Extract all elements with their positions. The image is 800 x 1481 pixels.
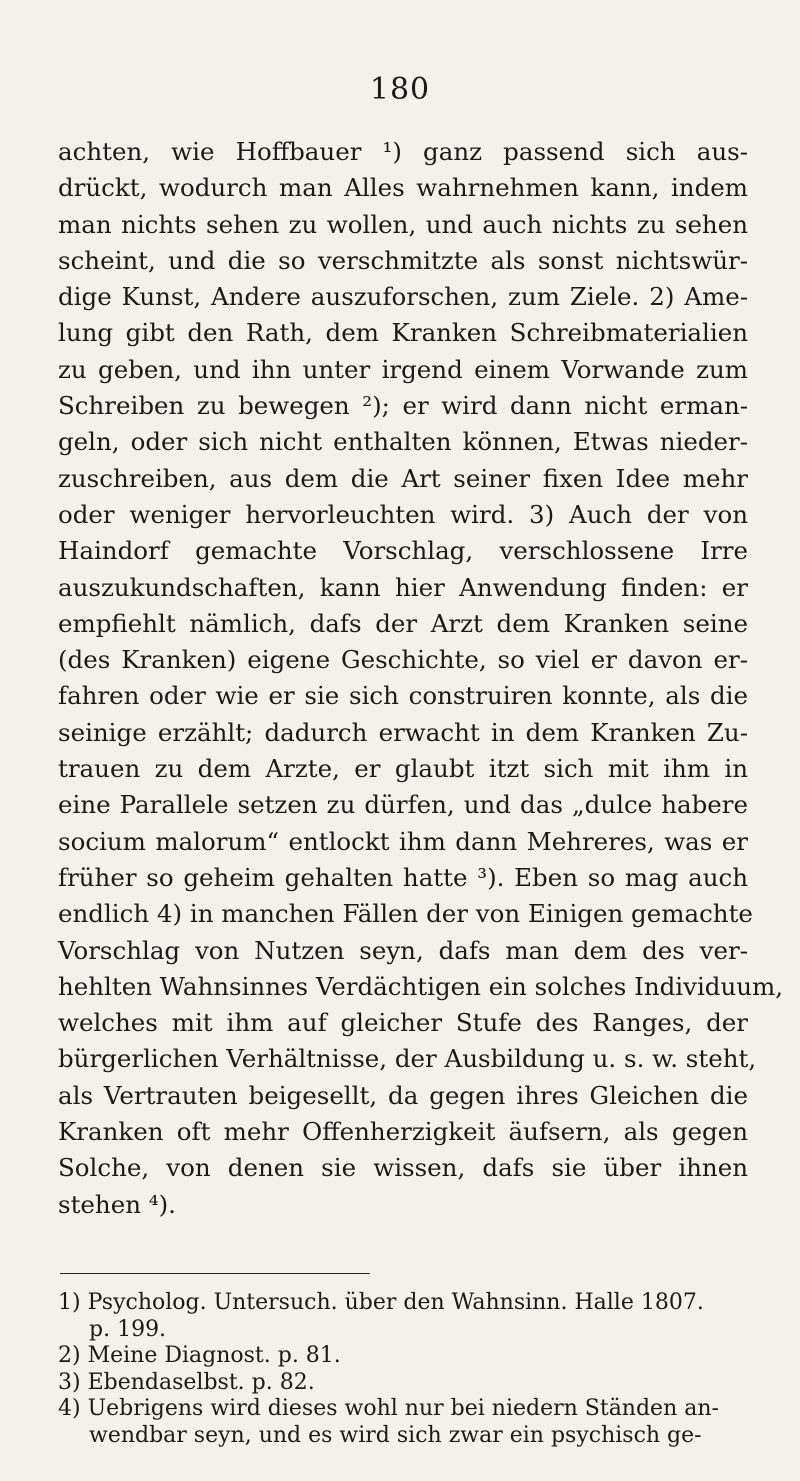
body-line: auszukundschaften, kann hier Anwendung finden: er — [58, 572, 748, 602]
body-line: dige Kunst, Andere auszuforschen, zum Ziele. 2) Ame- — [58, 282, 748, 312]
body-line: fahren oder wie er sie sich construiren konnte, als die — [58, 681, 748, 711]
footnote-line: 1) Psycholog. Untersuch. über den Wahnsinn. Halle 1807. — [58, 1290, 704, 1315]
body-line: Vorschlag von Nutzen seyn, dafs man dem des ver- — [58, 935, 748, 965]
body-line: lung gibt den Rath, dem Kranken Schreibmaterialien — [58, 318, 748, 348]
body-line: zu geben, und ihn unter irgend einem Vorwande zum — [58, 354, 748, 384]
body-line: stehen ⁴). — [58, 1189, 176, 1219]
body-line: trauen zu dem Arzte, er glaubt itzt sich mit ihm in — [58, 754, 748, 784]
body-line: zuschreiben, aus dem die Art seiner fixen Idee mehr — [58, 463, 748, 493]
body-line: als Vertrauten beigesellt, da gegen ihres Gleichen die — [58, 1080, 748, 1110]
body-line: früher so geheim gehalten hatte ³). Eben so mag auch — [58, 862, 748, 892]
body-line: oder weniger hervorleuchten wird. 3) Auch der von — [58, 499, 748, 529]
body-line: Kranken oft mehr Offenherzigkeit äufsern, als gegen — [58, 1117, 748, 1147]
footnote-line: 2) Meine Diagnost. p. 81. — [58, 1343, 341, 1368]
body-line: Haindorf gemachte Vorschlag, verschlossene Irre — [58, 536, 748, 566]
footnotes — [58, 1290, 748, 1449]
body-line: socium malorum“ entlockt ihm dann Mehreres, was er — [58, 826, 748, 856]
body-line: Schreiben zu bewegen ²); er wird dann nicht erman- — [58, 391, 748, 421]
footnote-line: 3) Ebendaselbst. p. 82. — [58, 1369, 315, 1395]
body-line: scheint, und die so verschmitzte als sonst nichtswür- — [58, 245, 748, 275]
body-line: Solche, von denen sie wissen, dafs sie über ihnen — [58, 1153, 748, 1183]
page-number: 180 — [369, 72, 431, 107]
body-text — [58, 134, 784, 1223]
body-line: man nichts sehen zu wollen, und auch nichts zu sehen — [58, 209, 748, 239]
body-line: seinige erzählt; dadurch erwacht in dem Kranken Zu- — [58, 717, 748, 747]
body-line: endlich 4) in manchen Fällen der von Einigen gemachte — [58, 899, 753, 929]
body-line: achten, wie Hoffbauer ¹) ganz passend sich aus- — [58, 137, 748, 166]
footnote-line: 4) Uebrigens wird dieses wohl nur bei niedern Ständen an- — [58, 1396, 719, 1421]
footnote-line: wendbar seyn, und es wird sich zwar ein psychisch ge- — [89, 1422, 702, 1448]
footnote-divider — [60, 1273, 370, 1274]
body-line: eine Parallele setzen zu dürfen, und das „dulce habere — [58, 790, 748, 820]
body-line: geln, oder sich nicht enthalten können, Etwas nieder- — [58, 427, 748, 457]
body-line: welches mit ihm auf gleicher Stufe des Ranges, der — [58, 1008, 748, 1038]
body-line: drückt, wodurch man Alles wahrnehmen kann, indem — [58, 173, 748, 203]
footnote-line: p. 199. — [89, 1316, 167, 1342]
body-line: bürgerlichen Verhältnisse, der Ausbildung u. s. w. steht, — [58, 1044, 757, 1074]
body-line: (des Kranken) eigene Geschichte, so viel er davon er- — [58, 645, 748, 675]
body-line: empfiehlt nämlich, dafs der Arzt dem Kranken seine — [58, 608, 748, 638]
body-line: hehlten Wahnsinnes Verdächtigen ein solches Individuum, — [58, 971, 784, 1001]
